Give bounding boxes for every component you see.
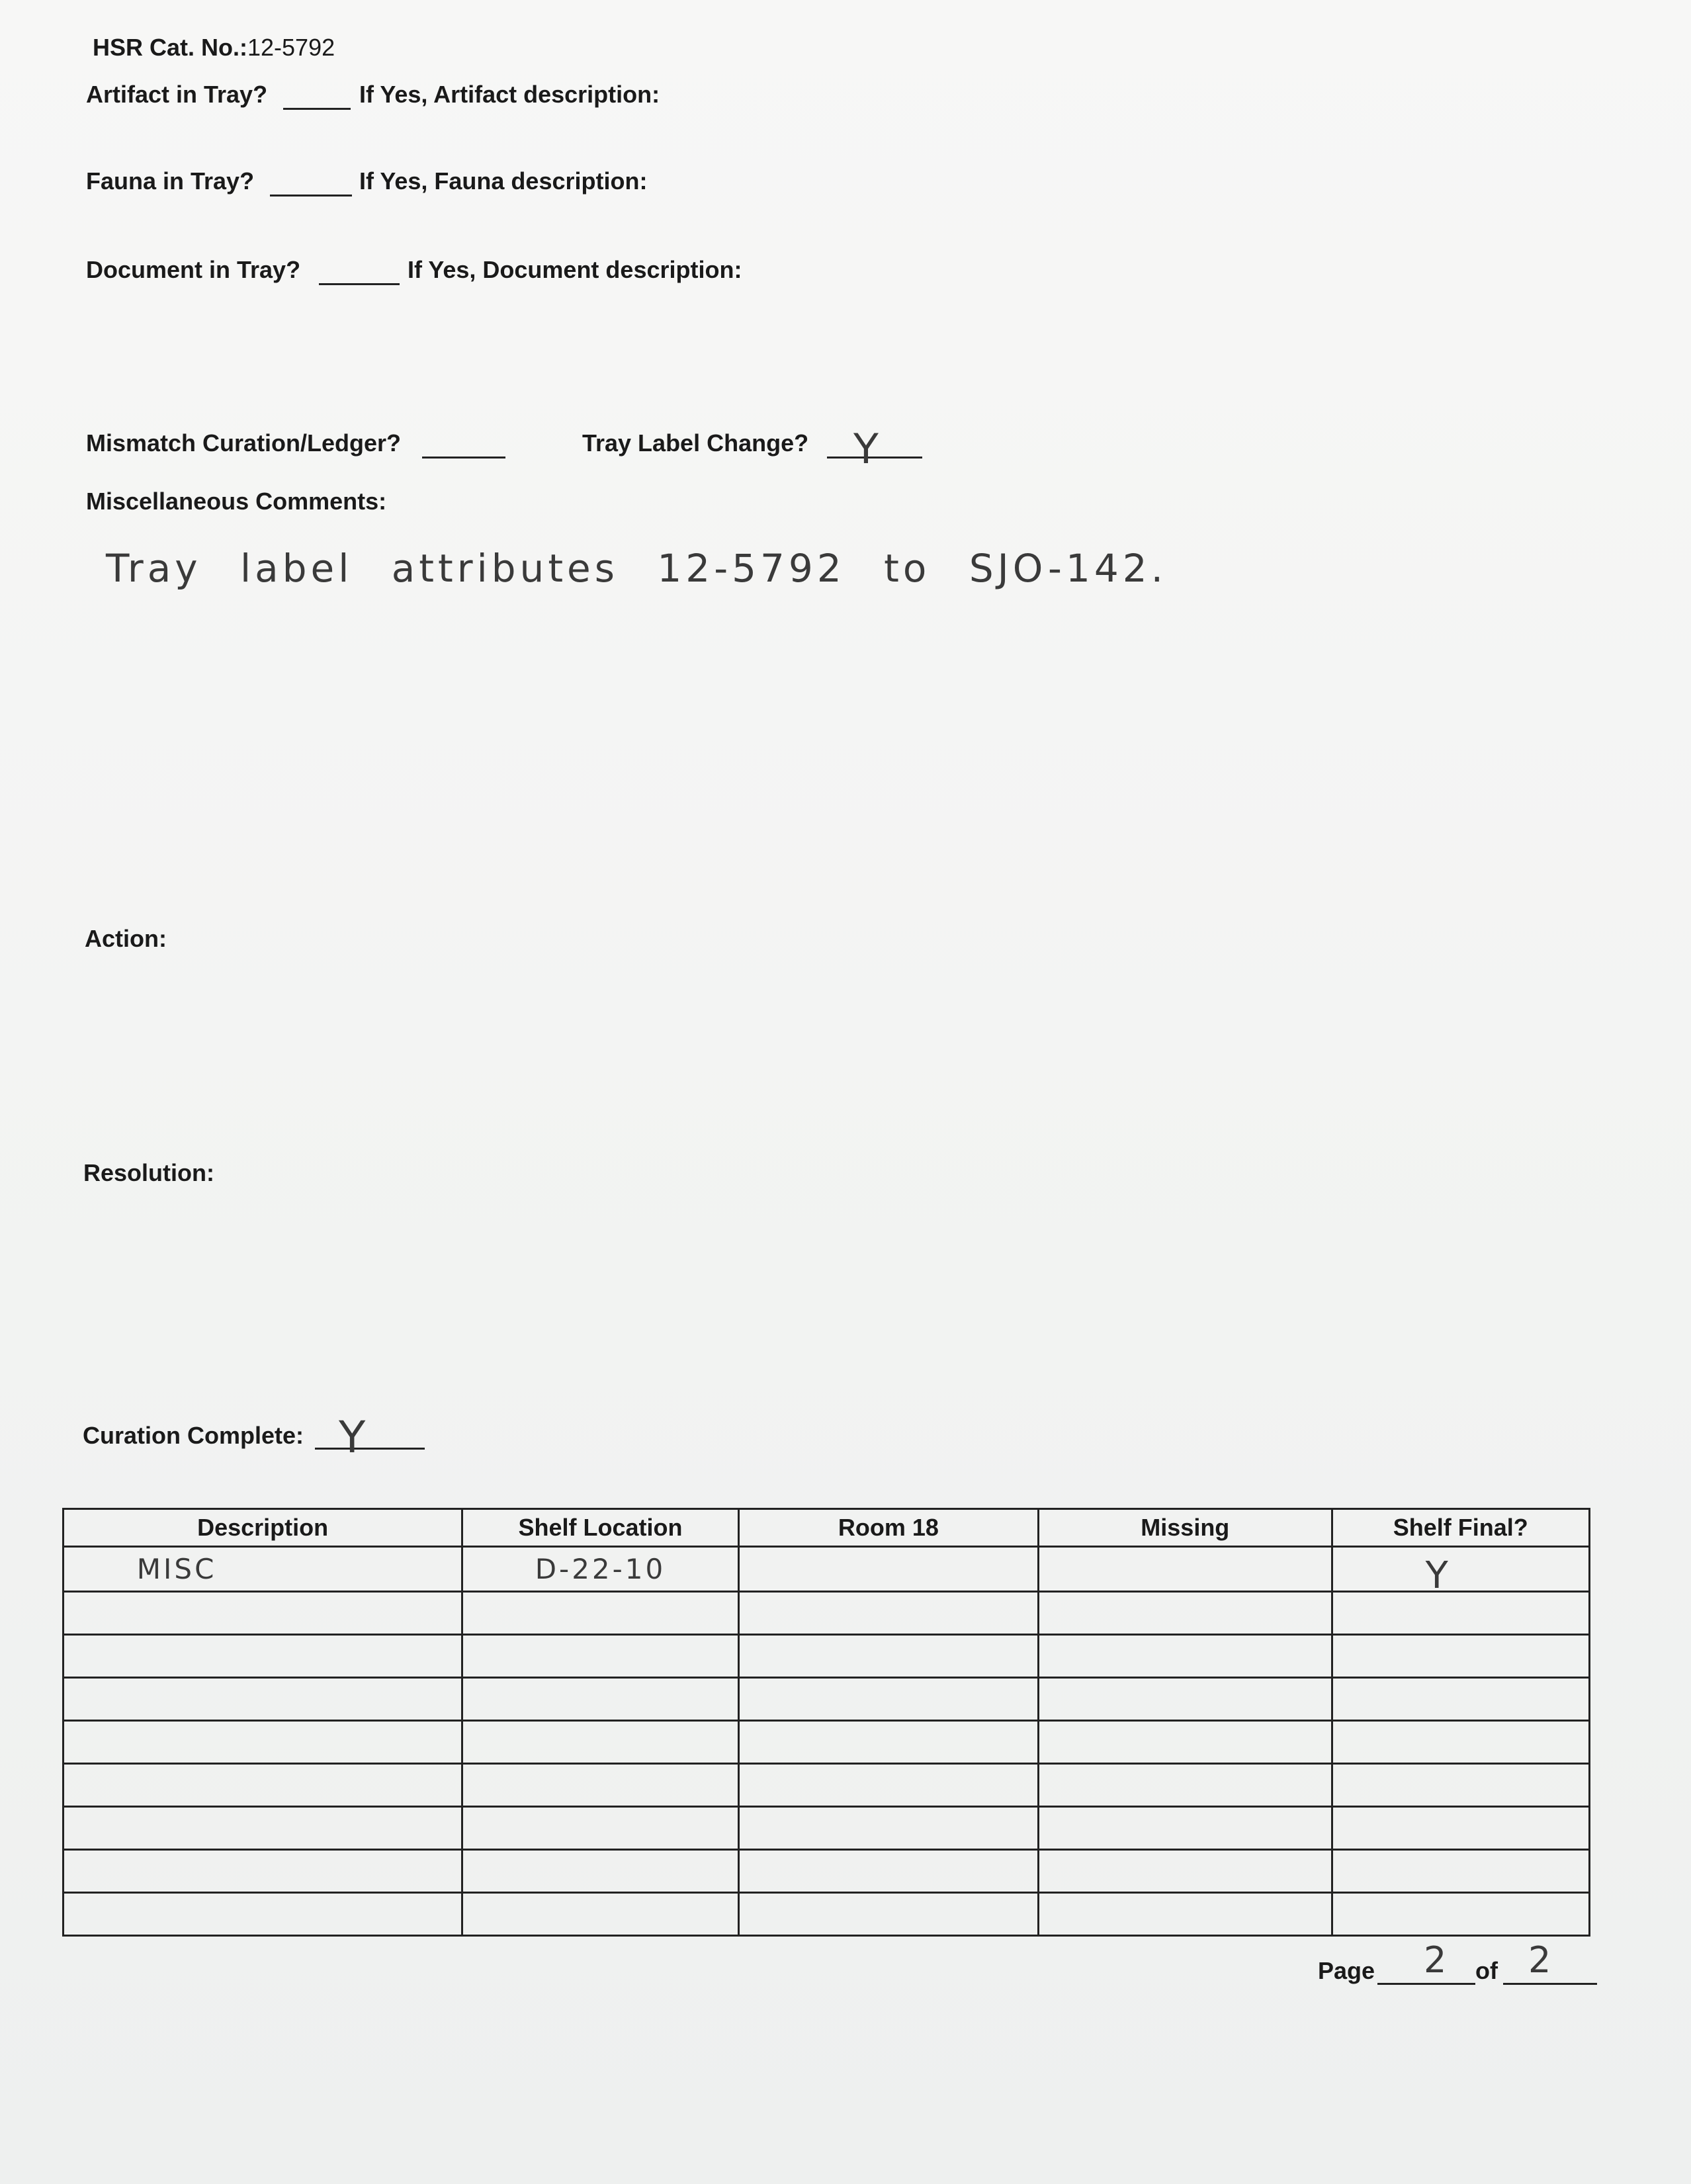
table-cell[interactable] <box>738 1678 1038 1721</box>
curation-table <box>62 1508 1590 1937</box>
table-cell[interactable] <box>64 1721 462 1764</box>
table-cell[interactable] <box>738 1547 1038 1592</box>
curation-complete-value: Y <box>339 1412 366 1463</box>
table-cell[interactable] <box>1332 1807 1590 1850</box>
table-cell[interactable] <box>1039 1547 1332 1592</box>
curation-complete-field[interactable] <box>315 1421 425 1450</box>
mismatch-label: Mismatch Curation/Ledger? <box>86 429 402 457</box>
table-cell[interactable] <box>738 1893 1038 1936</box>
fauna-description-label: If Yes, Fauna description: <box>359 167 648 195</box>
description-value: MISC <box>136 1553 217 1585</box>
fauna-answer-field[interactable] <box>270 168 352 197</box>
tray-label-change-value: Y <box>853 425 879 473</box>
table-cell[interactable] <box>1039 1678 1332 1721</box>
catalog-number-value: 12-5792 <box>247 34 335 61</box>
table-row <box>64 1678 1590 1721</box>
mismatch-answer-field[interactable] <box>422 430 505 459</box>
document-answer-field[interactable] <box>319 257 400 285</box>
tray-label-change-label: Tray Label Change? <box>582 429 809 457</box>
table-cell[interactable] <box>1332 1678 1590 1721</box>
table-row <box>64 1807 1590 1850</box>
resolution-label: Resolution: <box>83 1159 214 1186</box>
catalog-number-label: HSR Cat. No.: <box>93 34 247 61</box>
catalog-number <box>93 36 335 60</box>
table-cell[interactable] <box>462 1635 739 1678</box>
table-cell[interactable] <box>1039 1764 1332 1807</box>
shelf-location-value: D-22-10 <box>535 1553 666 1585</box>
table-cell[interactable] <box>64 1592 462 1635</box>
column-header-description: Description <box>64 1509 462 1547</box>
table-cell[interactable] <box>462 1721 739 1764</box>
table-cell[interactable] <box>64 1807 462 1850</box>
table-cell[interactable] <box>462 1547 739 1592</box>
table-cell[interactable] <box>1039 1592 1332 1635</box>
misc-comments-label: Miscellaneous Comments: <box>86 488 387 515</box>
table-cell[interactable] <box>1039 1721 1332 1764</box>
action-label: Action: <box>85 925 167 952</box>
document-description-label: If Yes, Document description: <box>408 256 742 283</box>
table-cell[interactable] <box>462 1807 739 1850</box>
fauna-question: Fauna in Tray? <box>86 167 255 195</box>
table-cell[interactable] <box>1332 1592 1590 1635</box>
table-cell[interactable] <box>1039 1850 1332 1893</box>
table-header-row <box>64 1509 1590 1547</box>
page-total-value: 2 <box>1528 1939 1551 1981</box>
column-header-missing: Missing <box>1039 1509 1332 1547</box>
table-cell[interactable] <box>64 1850 462 1893</box>
artifact-answer-field[interactable] <box>283 81 351 110</box>
table-row <box>64 1893 1590 1936</box>
column-header-shelf-location: Shelf Location <box>462 1509 739 1547</box>
table-cell[interactable] <box>738 1721 1038 1764</box>
document-question: Document in Tray? <box>86 256 301 283</box>
table-cell[interactable] <box>1332 1764 1590 1807</box>
table-cell[interactable] <box>64 1764 462 1807</box>
table-cell[interactable] <box>1332 1547 1590 1597</box>
table-cell[interactable] <box>462 1678 739 1721</box>
curation-complete-label: Curation Complete: <box>83 1422 304 1449</box>
table-cell[interactable] <box>64 1893 462 1936</box>
table-cell[interactable] <box>64 1678 462 1721</box>
table-cell[interactable] <box>462 1592 739 1635</box>
table-cell[interactable] <box>1332 1635 1590 1678</box>
artifact-description-label: If Yes, Artifact description: <box>359 81 660 108</box>
page-number-value: 2 <box>1424 1939 1447 1981</box>
table-row <box>64 1592 1590 1635</box>
table-cell[interactable] <box>738 1764 1038 1807</box>
table-cell[interactable] <box>462 1850 739 1893</box>
table-row <box>64 1721 1590 1764</box>
table-cell[interactable] <box>738 1850 1038 1893</box>
misc-comment-text: Tray label attributes 12-5792 to SJO-142. <box>106 546 1168 591</box>
table-cell[interactable] <box>738 1635 1038 1678</box>
table-cell[interactable] <box>1332 1850 1590 1893</box>
table-cell[interactable] <box>738 1807 1038 1850</box>
table-cell[interactable] <box>1332 1721 1590 1764</box>
table-cell[interactable] <box>1039 1635 1332 1678</box>
table-cell[interactable] <box>738 1592 1038 1635</box>
shelf-final-value: Y <box>1425 1554 1448 1597</box>
table-cell[interactable] <box>462 1764 739 1807</box>
page-label: Page <box>1318 1957 1375 1984</box>
table-cell[interactable] <box>1332 1893 1590 1936</box>
table-cell[interactable] <box>1039 1893 1332 1936</box>
table-cell[interactable] <box>462 1893 739 1936</box>
artifact-question: Artifact in Tray? <box>86 81 268 108</box>
table-row <box>64 1547 1590 1592</box>
column-header-shelf-final: Shelf Final? <box>1332 1509 1590 1547</box>
of-label: of <box>1475 1957 1498 1984</box>
table-row <box>64 1635 1590 1678</box>
column-header-room-18: Room 18 <box>738 1509 1038 1547</box>
table-cell[interactable] <box>64 1635 462 1678</box>
table-cell[interactable] <box>1039 1807 1332 1850</box>
table-row <box>64 1764 1590 1807</box>
table-cell[interactable] <box>64 1547 462 1592</box>
table-row <box>64 1850 1590 1893</box>
